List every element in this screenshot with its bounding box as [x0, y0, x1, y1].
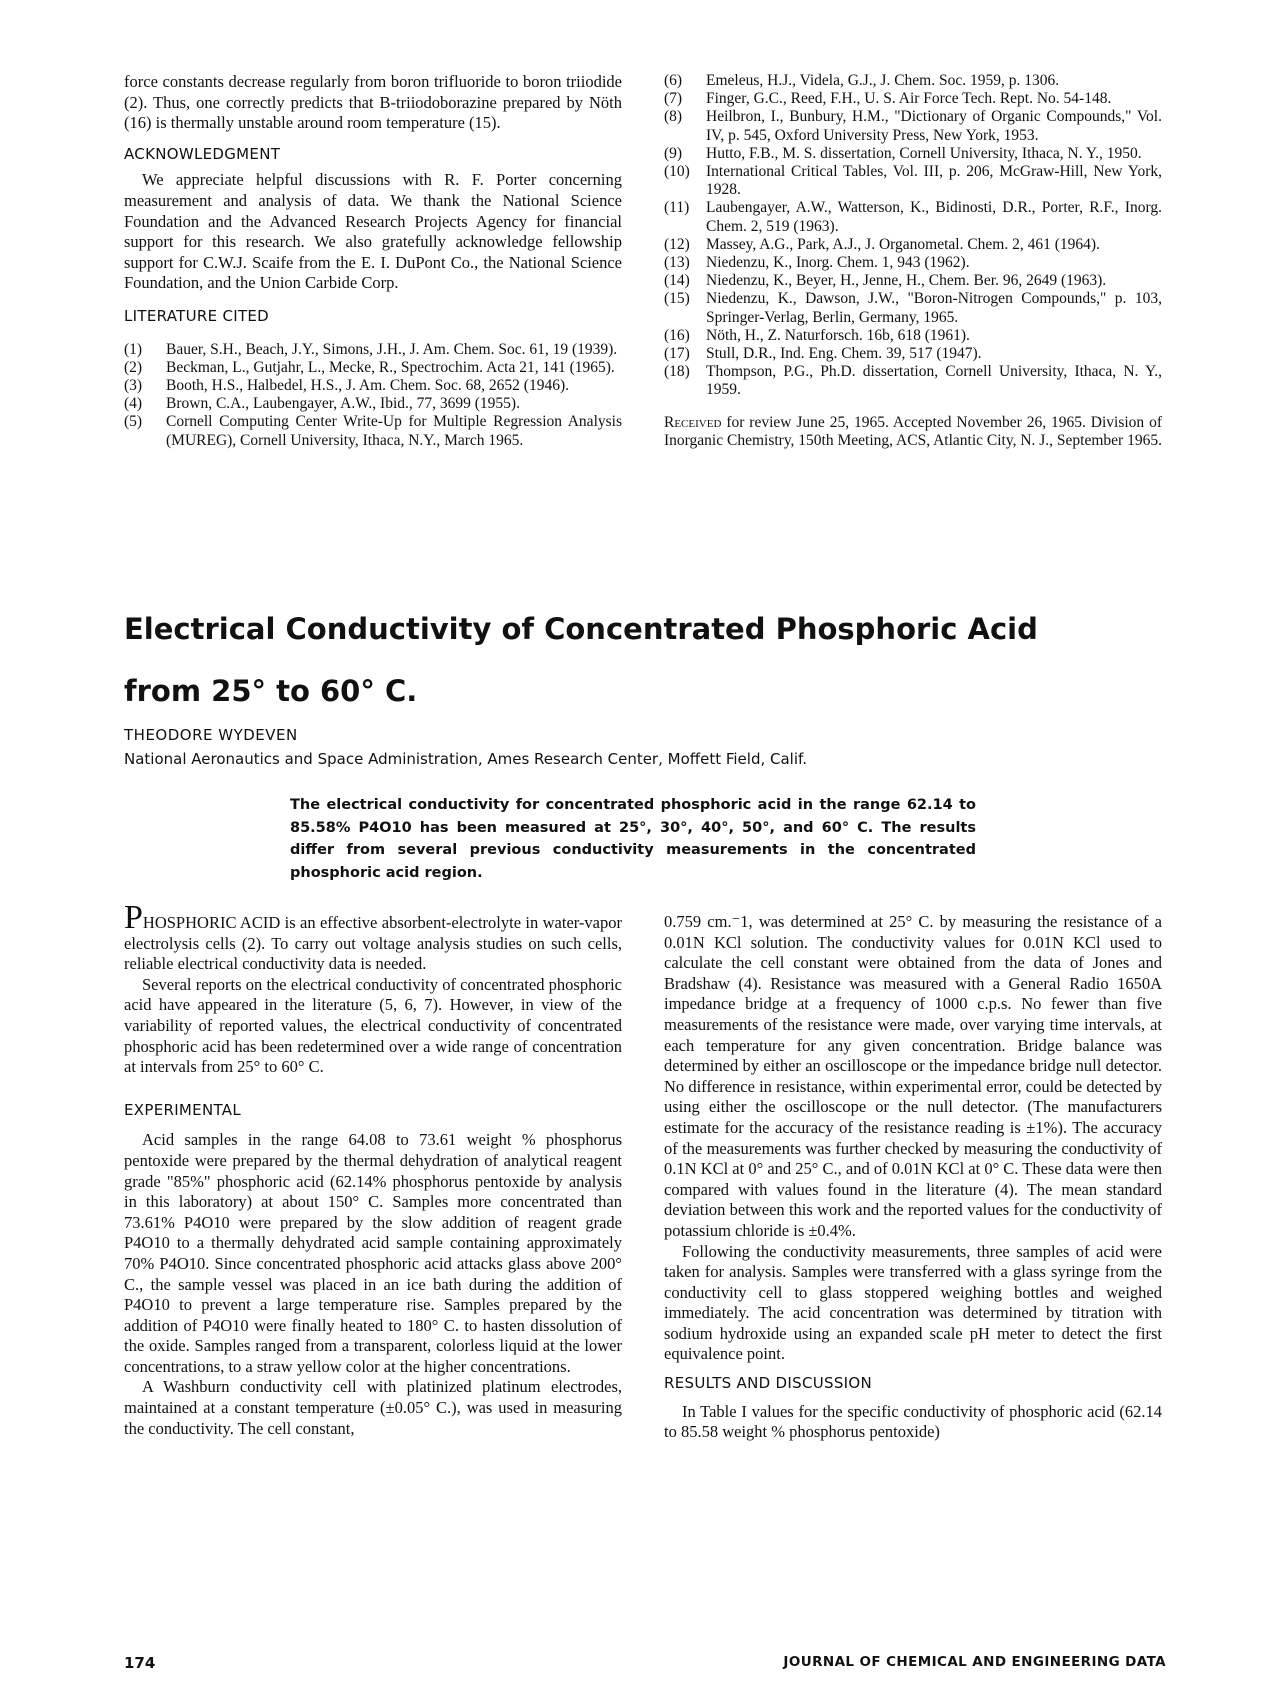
reference-number: (7) [664, 90, 683, 108]
body-left-column [124, 899, 622, 1439]
page-number: 174 [124, 1654, 156, 1672]
reference-item [664, 108, 1162, 144]
acknowledgment-heading: ACKNOWLEDGMENT [124, 144, 281, 163]
reference-item [664, 90, 1162, 108]
reference-list-right [664, 72, 1162, 400]
reference-item [664, 254, 1162, 272]
experimental-heading: EXPERIMENTAL [124, 1100, 241, 1119]
reference-number: (3) [124, 376, 143, 394]
drop-cap: P [124, 899, 143, 936]
abstract: The electrical conductivity for concentrated phosphoric acid in the range 62.14 to 85.58% P4O10 has been measured at 25°, 30°, 40°, 50°, and 60° C. The results differ from several previous conductivity measurements in the concentrated phosphoric acid region. [290, 797, 976, 881]
reference-item [124, 377, 622, 395]
reference-text: Heilbron, I., Bunbury, H.M., "Dictionary of Organic Compounds," Vol. IV, p. 545, Oxford University Press, New York, 1953. [706, 108, 1162, 144]
reference-text: Niedenzu, K., Dawson, J.W., "Boron-Nitrogen Compounds," p. 103, Springer-Verlag, Berlin, Germany, 1965. [706, 290, 1162, 326]
reference-text: Booth, H.S., Halbedel, H.S., J. Am. Chem. Soc. 68, 2652 (1946). [166, 376, 569, 394]
reference-number: (13) [664, 254, 690, 272]
received-label: Received [664, 413, 722, 431]
author-affiliation: National Aeronautics and Space Administration, Ames Research Center, Moffett Field, Calif. [124, 750, 807, 768]
reference-item [664, 199, 1162, 235]
reference-text: International Critical Tables, Vol. III, p. 206, McGraw-Hill, New York, 1928. [706, 163, 1162, 199]
reference-number: (14) [664, 272, 690, 290]
intro-body-paragraph [124, 899, 622, 975]
body-paragraph-2: Several reports on the electrical conductivity of concentrated phosphoric acid have appeared in the literature (5, 6, 7). However, in view of the variability of reported values, the electrical conductivity of concentrated phosphoric acid has been redetermined over a wide range of concentration at intervals from 25° to 60° C. [124, 974, 622, 1077]
reference-item [664, 345, 1162, 363]
journal-name: JOURNAL OF CHEMICAL AND ENGINEERING DATA [783, 1654, 1166, 1670]
reference-item [664, 72, 1162, 90]
reference-number: (5) [124, 413, 143, 431]
intro-paragraph: force constants decrease regularly from boron trifluoride to boron triiodide (2). Thus, one correctly predicts that B-triiodoborazine prepared by Nöth (16) is thermally unstable around room temperature (15). [124, 72, 622, 133]
reference-text: Finger, G.C., Reed, F.H., U. S. Air Force Tech. Rept. No. 54-148. [706, 90, 1112, 108]
literature-cited-heading: LITERATURE CITED [124, 306, 270, 325]
reference-text: Bauer, S.H., Beach, J.Y., Simons, J.H., J. Am. Chem. Soc. 61, 19 (1939). [166, 340, 618, 358]
acknowledgment-paragraph: We appreciate helpful discussions with R. F. Porter concerning measurement and analysis of data. We thank the National Science Foundation and the Advanced Research Projects Agency for financial support for this research. We also gratefully acknowledge fellowship support for C.W.J. Scaife from the E. I. DuPont Co., the National Science Foundation, and the Union Carbide Corp. [124, 170, 622, 293]
title-line-2: from 25° to 60° C. [124, 674, 418, 708]
intro-body-text: HOSPHORIC ACID is an effective absorbent-electrolyte in water-vapor electrolysis cells (2). To carry out voltage analysis studies on such cells, reliable electrical conductivity data is needed. [124, 913, 622, 974]
article-title [124, 598, 1184, 722]
reference-number: (17) [664, 345, 690, 363]
received-note [664, 414, 1162, 450]
reference-text: Stull, D.R., Ind. Eng. Chem. 39, 517 (1947). [706, 345, 982, 363]
reference-text: Nöth, H., Z. Naturforsch. 16b, 618 (1961). [706, 326, 970, 344]
reference-item [124, 413, 622, 449]
reference-number: (16) [664, 326, 690, 344]
reference-text: Cornell Computing Center Write-Up for Multiple Regression Analysis (MUREG), Cornell University, Ithaca, N.Y., March 1965. [166, 413, 622, 449]
reference-number: (1) [124, 340, 143, 358]
reference-number: (8) [664, 108, 683, 126]
reference-text: Niedenzu, K., Beyer, H., Jenne, H., Chem. Ber. 96, 2649 (1963). [706, 272, 1107, 290]
title-line-1: Electrical Conductivity of Concentrated Phosphoric Acid [124, 612, 1038, 646]
reference-number: (11) [664, 199, 690, 217]
reference-item [664, 327, 1162, 345]
top-right-column [664, 72, 1162, 450]
reference-text: Brown, C.A., Laubengayer, A.W., Ibid., 77, 3699 (1955). [166, 395, 520, 413]
reference-number: (6) [664, 72, 683, 89]
reference-text: Beckman, L., Gutjahr, L., Mecke, R., Spectrochim. Acta 21, 141 (1965). [166, 358, 615, 376]
reference-item [664, 145, 1162, 163]
body-paragraph-3: Acid samples in the range 64.08 to 73.61 weight % phosphorus pentoxide were prepared by the thermal dehydration of analytical reagent grade "85%" phosphoric acid (62.14% phosphorus pentoxide by analysis in this laboratory) at about 150° C. Samples more concentrated than 73.61% P4O10 were prepared by the slow addition of reagent grade P4O10 to a thermally dehydrated acid sample containing approximately 70% P4O10. Since concentrated phosphoric acid attacks glass above 200° C., the sample vessel was placed in an ice bath during the addition of P4O10 to prevent a large temperature rise. Samples prepared by the addition of P4O10 were finally heated to 180° C. to hasten dissolution of the oxide. Samples ranged from a transparent, colorless liquid at the lower concentrations, to a straw yellow color at the higher concentrations. [124, 1130, 622, 1376]
results-heading: RESULTS AND DISCUSSION [664, 1374, 872, 1393]
reference-item [124, 395, 622, 413]
reference-item [124, 341, 622, 359]
body-right-paragraph-1: 0.759 cm.⁻1, was determined at 25° C. by measuring the resistance of a 0.01N KCl solution. The conductivity values for 0.01N KCl used to calculate the cell constant were obtained from the data of Jones and Bradshaw (4). Resistance was measured with a General Radio 1650A impedance bridge at a frequency of 1000 c.p.s. No fewer than five measurements of the resistance were made, over varying time intervals, at each temperature for any given concentration. Bridge balance was determined by either an oscilloscope or the impedance bridge null detector. No difference in resistance, within experimental error, could be detected by using either the oscilloscope or the null detector. (The manufacturers estimate for the accuracy of the resistance reading is ±1%). The accuracy of the measurements was further checked by measuring the conductivity of 0.1N KCl at 0° and 25° C., and of 0.01N KCl at 0° C. These data were then compared with values found in the literature (4). The mean standard deviation between this work and the reported values for the conductivity of potassium chloride is ±0.4%. [664, 912, 1162, 1240]
received-text: for review June 25, 1965. Accepted November 26, 1965. Division of Inorganic Chemistry, 150th Meeting, ACS, Atlantic City, N. J., September 1965. [664, 413, 1163, 449]
reference-item [664, 163, 1162, 199]
reference-text: Emeleus, H.J., Videla, G.J., J. Chem. Soc. 1959, p. 1306. [706, 72, 1060, 89]
reference-number: (12) [664, 235, 690, 253]
reference-number: (10) [664, 163, 690, 181]
body-right-column [664, 912, 1162, 1443]
author-name: THEODORE WYDEVEN [124, 726, 298, 744]
reference-number: (15) [664, 290, 690, 308]
reference-text: Laubengayer, A.W., Watterson, K., Bidinosti, D.R., Porter, R.F., Inorg. Chem. 2, 519 (1963). [706, 199, 1162, 235]
body-paragraph-4: A Washburn conductivity cell with platinized platinum electrodes, maintained at a constant temperature (±0.05° C.), was used in measuring the conductivity. The cell constant, [124, 1377, 622, 1438]
reference-text: Thompson, P.G., Ph.D. dissertation, Cornell University, Ithaca, N. Y., 1959. [706, 363, 1162, 399]
reference-item [664, 272, 1162, 290]
reference-number: (18) [664, 363, 690, 381]
reference-text: Niedenzu, K., Inorg. Chem. 1, 943 (1962). [706, 254, 970, 272]
body-right-paragraph-3: In Table I values for the specific conductivity of phosphoric acid (62.14 to 85.58 weight % phosphorus pentoxide) [664, 1401, 1162, 1442]
reference-text: Massey, A.G., Park, A.J., J. Organometal. Chem. 2, 461 (1964). [706, 235, 1100, 253]
reference-item [664, 363, 1162, 399]
reference-item [124, 359, 622, 377]
reference-number: (2) [124, 358, 143, 376]
reference-list-left [124, 341, 622, 450]
reference-number: (4) [124, 395, 143, 413]
top-left-column [124, 72, 622, 450]
body-right-paragraph-2: Following the conductivity measurements, three samples of acid were taken for analysis. Samples were transferred with a glass syringe from the conductivity cell to glass stoppered weighing bottles and weighed immediately. The acid concentration was determined by titration with sodium hydroxide using an expanded scale pH meter to detect the first equivalence point. [664, 1241, 1162, 1364]
reference-number: (9) [664, 144, 683, 162]
reference-text: Hutto, F.B., M. S. dissertation, Cornell University, Ithaca, N. Y., 1950. [706, 144, 1142, 162]
reference-item [664, 236, 1162, 254]
reference-item [664, 290, 1162, 326]
